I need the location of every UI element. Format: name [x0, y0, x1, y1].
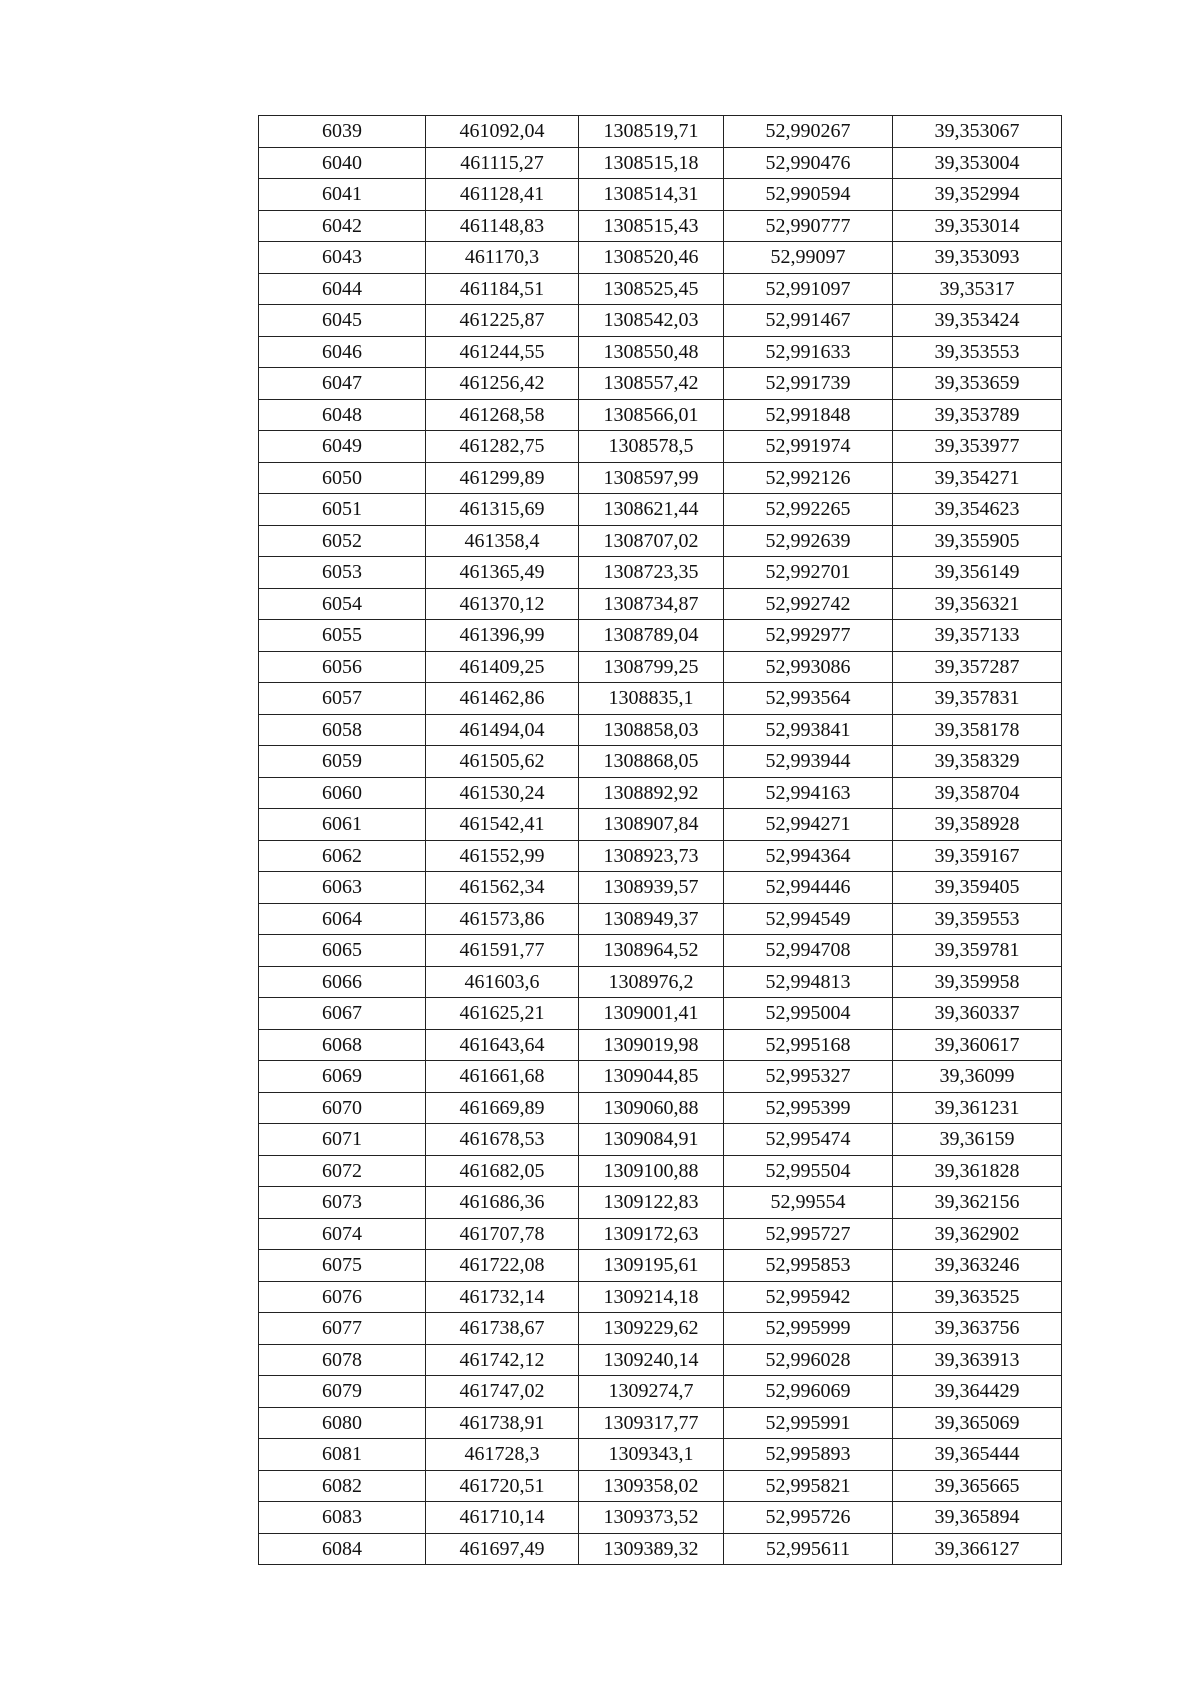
table-row — [259, 494, 1062, 526]
latitude-cell: 52,991848 — [724, 399, 893, 431]
latitude-cell: 52,992265 — [724, 494, 893, 526]
latitude-cell: 52,99554 — [724, 1187, 893, 1219]
point-number-cell: 6067 — [259, 998, 426, 1030]
x-coordinate-cell: 461732,14 — [426, 1281, 579, 1313]
y-coordinate-cell: 1308550,48 — [579, 336, 724, 368]
point-number-cell: 6077 — [259, 1313, 426, 1345]
point-number-cell: 6080 — [259, 1407, 426, 1439]
x-coordinate-cell: 461244,55 — [426, 336, 579, 368]
table-row — [259, 588, 1062, 620]
point-number-cell: 6056 — [259, 651, 426, 683]
x-coordinate-cell: 461643,64 — [426, 1029, 579, 1061]
longitude-cell: 39,357287 — [893, 651, 1062, 683]
latitude-cell: 52,993086 — [724, 651, 893, 683]
longitude-cell: 39,353093 — [893, 242, 1062, 274]
longitude-cell: 39,362156 — [893, 1187, 1062, 1219]
longitude-cell: 39,362902 — [893, 1218, 1062, 1250]
point-number-cell: 6043 — [259, 242, 426, 274]
table-row — [259, 651, 1062, 683]
y-coordinate-cell: 1308835,1 — [579, 683, 724, 715]
latitude-cell: 52,991633 — [724, 336, 893, 368]
table-row — [259, 935, 1062, 967]
latitude-cell: 52,995611 — [724, 1533, 893, 1565]
x-coordinate-cell: 461742,12 — [426, 1344, 579, 1376]
table-row — [259, 1092, 1062, 1124]
x-coordinate-cell: 461562,34 — [426, 872, 579, 904]
point-number-cell: 6041 — [259, 179, 426, 211]
y-coordinate-cell: 1308514,31 — [579, 179, 724, 211]
y-coordinate-cell: 1308597,99 — [579, 462, 724, 494]
latitude-cell: 52,995399 — [724, 1092, 893, 1124]
latitude-cell: 52,994271 — [724, 809, 893, 841]
longitude-cell: 39,353659 — [893, 368, 1062, 400]
table-row — [259, 147, 1062, 179]
table-row — [259, 809, 1062, 841]
x-coordinate-cell: 461365,49 — [426, 557, 579, 589]
point-number-cell: 6084 — [259, 1533, 426, 1565]
x-coordinate-cell: 461299,89 — [426, 462, 579, 494]
y-coordinate-cell: 1308723,35 — [579, 557, 724, 589]
x-coordinate-cell: 461710,14 — [426, 1502, 579, 1534]
longitude-cell: 39,353553 — [893, 336, 1062, 368]
table-row — [259, 210, 1062, 242]
table-row — [259, 1313, 1062, 1345]
x-coordinate-cell: 461738,91 — [426, 1407, 579, 1439]
latitude-cell: 52,991739 — [724, 368, 893, 400]
y-coordinate-cell: 1309214,18 — [579, 1281, 724, 1313]
longitude-cell: 39,358329 — [893, 746, 1062, 778]
table-row — [259, 1124, 1062, 1156]
x-coordinate-cell: 461728,3 — [426, 1439, 579, 1471]
point-number-cell: 6068 — [259, 1029, 426, 1061]
y-coordinate-cell: 1308707,02 — [579, 525, 724, 557]
longitude-cell: 39,358178 — [893, 714, 1062, 746]
point-number-cell: 6076 — [259, 1281, 426, 1313]
point-number-cell: 6061 — [259, 809, 426, 841]
latitude-cell: 52,990476 — [724, 147, 893, 179]
longitude-cell: 39,359781 — [893, 935, 1062, 967]
y-coordinate-cell: 1308789,04 — [579, 620, 724, 652]
table-row — [259, 368, 1062, 400]
longitude-cell: 39,361828 — [893, 1155, 1062, 1187]
coordinates-table — [258, 115, 1062, 1565]
point-number-cell: 6042 — [259, 210, 426, 242]
point-number-cell: 6049 — [259, 431, 426, 463]
longitude-cell: 39,353004 — [893, 147, 1062, 179]
table-row — [259, 1218, 1062, 1250]
table-row — [259, 462, 1062, 494]
y-coordinate-cell: 1308949,37 — [579, 903, 724, 935]
point-number-cell: 6050 — [259, 462, 426, 494]
point-number-cell: 6066 — [259, 966, 426, 998]
longitude-cell: 39,364429 — [893, 1376, 1062, 1408]
x-coordinate-cell: 461682,05 — [426, 1155, 579, 1187]
table-row — [259, 179, 1062, 211]
latitude-cell: 52,992126 — [724, 462, 893, 494]
x-coordinate-cell: 461686,36 — [426, 1187, 579, 1219]
y-coordinate-cell: 1308858,03 — [579, 714, 724, 746]
x-coordinate-cell: 461282,75 — [426, 431, 579, 463]
x-coordinate-cell: 461697,49 — [426, 1533, 579, 1565]
longitude-cell: 39,363246 — [893, 1250, 1062, 1282]
latitude-cell: 52,995168 — [724, 1029, 893, 1061]
table-row — [259, 1061, 1062, 1093]
longitude-cell: 39,354623 — [893, 494, 1062, 526]
table-row — [259, 1344, 1062, 1376]
table-row — [259, 1533, 1062, 1565]
point-number-cell: 6039 — [259, 116, 426, 148]
table-row — [259, 966, 1062, 998]
longitude-cell: 39,365069 — [893, 1407, 1062, 1439]
latitude-cell: 52,995504 — [724, 1155, 893, 1187]
table-row — [259, 557, 1062, 589]
longitude-cell: 39,358928 — [893, 809, 1062, 841]
table-row — [259, 1155, 1062, 1187]
longitude-cell: 39,353424 — [893, 305, 1062, 337]
y-coordinate-cell: 1309084,91 — [579, 1124, 724, 1156]
y-coordinate-cell: 1308923,73 — [579, 840, 724, 872]
table-row — [259, 1187, 1062, 1219]
table-row — [259, 399, 1062, 431]
y-coordinate-cell: 1308525,45 — [579, 273, 724, 305]
latitude-cell: 52,993564 — [724, 683, 893, 715]
x-coordinate-cell: 461573,86 — [426, 903, 579, 935]
latitude-cell: 52,990777 — [724, 210, 893, 242]
longitude-cell: 39,363756 — [893, 1313, 1062, 1345]
table-row — [259, 746, 1062, 778]
y-coordinate-cell: 1309358,02 — [579, 1470, 724, 1502]
latitude-cell: 52,994446 — [724, 872, 893, 904]
x-coordinate-cell: 461722,08 — [426, 1250, 579, 1282]
table-row — [259, 336, 1062, 368]
point-number-cell: 6059 — [259, 746, 426, 778]
point-number-cell: 6051 — [259, 494, 426, 526]
point-number-cell: 6074 — [259, 1218, 426, 1250]
y-coordinate-cell: 1308578,5 — [579, 431, 724, 463]
point-number-cell: 6052 — [259, 525, 426, 557]
point-number-cell: 6055 — [259, 620, 426, 652]
table-row — [259, 840, 1062, 872]
point-number-cell: 6060 — [259, 777, 426, 809]
table-row — [259, 1439, 1062, 1471]
table-row — [259, 1376, 1062, 1408]
longitude-cell: 39,365665 — [893, 1470, 1062, 1502]
x-coordinate-cell: 461115,27 — [426, 147, 579, 179]
x-coordinate-cell: 461552,99 — [426, 840, 579, 872]
longitude-cell: 39,363913 — [893, 1344, 1062, 1376]
point-number-cell: 6047 — [259, 368, 426, 400]
latitude-cell: 52,995726 — [724, 1502, 893, 1534]
longitude-cell: 39,363525 — [893, 1281, 1062, 1313]
point-number-cell: 6079 — [259, 1376, 426, 1408]
y-coordinate-cell: 1308542,03 — [579, 305, 724, 337]
table-row — [259, 683, 1062, 715]
table-row — [259, 1281, 1062, 1313]
point-number-cell: 6082 — [259, 1470, 426, 1502]
x-coordinate-cell: 461720,51 — [426, 1470, 579, 1502]
x-coordinate-cell: 461494,04 — [426, 714, 579, 746]
point-number-cell: 6057 — [259, 683, 426, 715]
y-coordinate-cell: 1308964,52 — [579, 935, 724, 967]
table-row — [259, 872, 1062, 904]
table-row — [259, 620, 1062, 652]
latitude-cell: 52,99097 — [724, 242, 893, 274]
x-coordinate-cell: 461396,99 — [426, 620, 579, 652]
latitude-cell: 52,995893 — [724, 1439, 893, 1471]
longitude-cell: 39,353014 — [893, 210, 1062, 242]
y-coordinate-cell: 1309001,41 — [579, 998, 724, 1030]
latitude-cell: 52,992742 — [724, 588, 893, 620]
latitude-cell: 52,993944 — [724, 746, 893, 778]
x-coordinate-cell: 461747,02 — [426, 1376, 579, 1408]
table-row — [259, 305, 1062, 337]
longitude-cell: 39,360337 — [893, 998, 1062, 1030]
point-number-cell: 6046 — [259, 336, 426, 368]
y-coordinate-cell: 1308519,71 — [579, 116, 724, 148]
latitude-cell: 52,990267 — [724, 116, 893, 148]
point-number-cell: 6075 — [259, 1250, 426, 1282]
x-coordinate-cell: 461128,41 — [426, 179, 579, 211]
y-coordinate-cell: 1308515,43 — [579, 210, 724, 242]
longitude-cell: 39,360617 — [893, 1029, 1062, 1061]
longitude-cell: 39,357831 — [893, 683, 1062, 715]
x-coordinate-cell: 461661,68 — [426, 1061, 579, 1093]
y-coordinate-cell: 1308939,57 — [579, 872, 724, 904]
point-number-cell: 6073 — [259, 1187, 426, 1219]
longitude-cell: 39,366127 — [893, 1533, 1062, 1565]
x-coordinate-cell: 461358,4 — [426, 525, 579, 557]
point-number-cell: 6069 — [259, 1061, 426, 1093]
x-coordinate-cell: 461315,69 — [426, 494, 579, 526]
x-coordinate-cell: 461707,78 — [426, 1218, 579, 1250]
table-row — [259, 714, 1062, 746]
latitude-cell: 52,996069 — [724, 1376, 893, 1408]
x-coordinate-cell: 461625,21 — [426, 998, 579, 1030]
table-row — [259, 1250, 1062, 1282]
longitude-cell: 39,352994 — [893, 179, 1062, 211]
x-coordinate-cell: 461678,53 — [426, 1124, 579, 1156]
y-coordinate-cell: 1309240,14 — [579, 1344, 724, 1376]
latitude-cell: 52,990594 — [724, 179, 893, 211]
point-number-cell: 6053 — [259, 557, 426, 589]
table-row — [259, 777, 1062, 809]
x-coordinate-cell: 461542,41 — [426, 809, 579, 841]
y-coordinate-cell: 1308892,92 — [579, 777, 724, 809]
y-coordinate-cell: 1309019,98 — [579, 1029, 724, 1061]
x-coordinate-cell: 461268,58 — [426, 399, 579, 431]
y-coordinate-cell: 1308520,46 — [579, 242, 724, 274]
longitude-cell: 39,354271 — [893, 462, 1062, 494]
x-coordinate-cell: 461591,77 — [426, 935, 579, 967]
table-row — [259, 1470, 1062, 1502]
x-coordinate-cell: 461225,87 — [426, 305, 579, 337]
latitude-cell: 52,995942 — [724, 1281, 893, 1313]
longitude-cell: 39,36159 — [893, 1124, 1062, 1156]
point-number-cell: 6071 — [259, 1124, 426, 1156]
latitude-cell: 52,993841 — [724, 714, 893, 746]
x-coordinate-cell: 461738,67 — [426, 1313, 579, 1345]
latitude-cell: 52,995327 — [724, 1061, 893, 1093]
x-coordinate-cell: 461370,12 — [426, 588, 579, 620]
table-row — [259, 525, 1062, 557]
latitude-cell: 52,995727 — [724, 1218, 893, 1250]
point-number-cell: 6083 — [259, 1502, 426, 1534]
longitude-cell: 39,356149 — [893, 557, 1062, 589]
y-coordinate-cell: 1308907,84 — [579, 809, 724, 841]
y-coordinate-cell: 1309195,61 — [579, 1250, 724, 1282]
latitude-cell: 52,992977 — [724, 620, 893, 652]
latitude-cell: 52,994813 — [724, 966, 893, 998]
longitude-cell: 39,359405 — [893, 872, 1062, 904]
table-row — [259, 273, 1062, 305]
latitude-cell: 52,991974 — [724, 431, 893, 463]
longitude-cell: 39,358704 — [893, 777, 1062, 809]
latitude-cell: 52,991097 — [724, 273, 893, 305]
coordinates-table-body — [259, 116, 1062, 1565]
point-number-cell: 6044 — [259, 273, 426, 305]
longitude-cell: 39,356321 — [893, 588, 1062, 620]
point-number-cell: 6063 — [259, 872, 426, 904]
table-row — [259, 431, 1062, 463]
latitude-cell: 52,994163 — [724, 777, 893, 809]
point-number-cell: 6064 — [259, 903, 426, 935]
table-row — [259, 242, 1062, 274]
longitude-cell: 39,359958 — [893, 966, 1062, 998]
point-number-cell: 6070 — [259, 1092, 426, 1124]
table-row — [259, 1502, 1062, 1534]
y-coordinate-cell: 1308566,01 — [579, 399, 724, 431]
table-row — [259, 998, 1062, 1030]
table-row — [259, 903, 1062, 935]
point-number-cell: 6078 — [259, 1344, 426, 1376]
latitude-cell: 52,996028 — [724, 1344, 893, 1376]
latitude-cell: 52,995474 — [724, 1124, 893, 1156]
point-number-cell: 6062 — [259, 840, 426, 872]
latitude-cell: 52,991467 — [724, 305, 893, 337]
y-coordinate-cell: 1309229,62 — [579, 1313, 724, 1345]
longitude-cell: 39,359167 — [893, 840, 1062, 872]
longitude-cell: 39,35317 — [893, 273, 1062, 305]
y-coordinate-cell: 1309060,88 — [579, 1092, 724, 1124]
point-number-cell: 6045 — [259, 305, 426, 337]
latitude-cell: 52,992639 — [724, 525, 893, 557]
x-coordinate-cell: 461669,89 — [426, 1092, 579, 1124]
y-coordinate-cell: 1309373,52 — [579, 1502, 724, 1534]
x-coordinate-cell: 461505,62 — [426, 746, 579, 778]
y-coordinate-cell: 1308557,42 — [579, 368, 724, 400]
x-coordinate-cell: 461092,04 — [426, 116, 579, 148]
y-coordinate-cell: 1309274,7 — [579, 1376, 724, 1408]
longitude-cell: 39,353977 — [893, 431, 1062, 463]
y-coordinate-cell: 1308621,44 — [579, 494, 724, 526]
y-coordinate-cell: 1309317,77 — [579, 1407, 724, 1439]
y-coordinate-cell: 1308868,05 — [579, 746, 724, 778]
latitude-cell: 52,995991 — [724, 1407, 893, 1439]
x-coordinate-cell: 461530,24 — [426, 777, 579, 809]
point-number-cell: 6040 — [259, 147, 426, 179]
longitude-cell: 39,365444 — [893, 1439, 1062, 1471]
x-coordinate-cell: 461603,6 — [426, 966, 579, 998]
point-number-cell: 6058 — [259, 714, 426, 746]
y-coordinate-cell: 1309100,88 — [579, 1155, 724, 1187]
longitude-cell: 39,355905 — [893, 525, 1062, 557]
table-row — [259, 116, 1062, 148]
x-coordinate-cell: 461184,51 — [426, 273, 579, 305]
x-coordinate-cell: 461256,42 — [426, 368, 579, 400]
latitude-cell: 52,994708 — [724, 935, 893, 967]
y-coordinate-cell: 1308799,25 — [579, 651, 724, 683]
latitude-cell: 52,992701 — [724, 557, 893, 589]
latitude-cell: 52,995004 — [724, 998, 893, 1030]
x-coordinate-cell: 461462,86 — [426, 683, 579, 715]
longitude-cell: 39,359553 — [893, 903, 1062, 935]
y-coordinate-cell: 1309044,85 — [579, 1061, 724, 1093]
latitude-cell: 52,994549 — [724, 903, 893, 935]
y-coordinate-cell: 1309343,1 — [579, 1439, 724, 1471]
y-coordinate-cell: 1308515,18 — [579, 147, 724, 179]
latitude-cell: 52,995821 — [724, 1470, 893, 1502]
longitude-cell: 39,36099 — [893, 1061, 1062, 1093]
latitude-cell: 52,995853 — [724, 1250, 893, 1282]
point-number-cell: 6065 — [259, 935, 426, 967]
y-coordinate-cell: 1309389,32 — [579, 1533, 724, 1565]
latitude-cell: 52,995999 — [724, 1313, 893, 1345]
longitude-cell: 39,357133 — [893, 620, 1062, 652]
x-coordinate-cell: 461170,3 — [426, 242, 579, 274]
x-coordinate-cell: 461409,25 — [426, 651, 579, 683]
longitude-cell: 39,365894 — [893, 1502, 1062, 1534]
y-coordinate-cell: 1308976,2 — [579, 966, 724, 998]
point-number-cell: 6048 — [259, 399, 426, 431]
y-coordinate-cell: 1309172,63 — [579, 1218, 724, 1250]
point-number-cell: 6072 — [259, 1155, 426, 1187]
table-row — [259, 1029, 1062, 1061]
point-number-cell: 6054 — [259, 588, 426, 620]
y-coordinate-cell: 1309122,83 — [579, 1187, 724, 1219]
longitude-cell: 39,361231 — [893, 1092, 1062, 1124]
x-coordinate-cell: 461148,83 — [426, 210, 579, 242]
point-number-cell: 6081 — [259, 1439, 426, 1471]
table-row — [259, 1407, 1062, 1439]
longitude-cell: 39,353789 — [893, 399, 1062, 431]
latitude-cell: 52,994364 — [724, 840, 893, 872]
longitude-cell: 39,353067 — [893, 116, 1062, 148]
y-coordinate-cell: 1308734,87 — [579, 588, 724, 620]
